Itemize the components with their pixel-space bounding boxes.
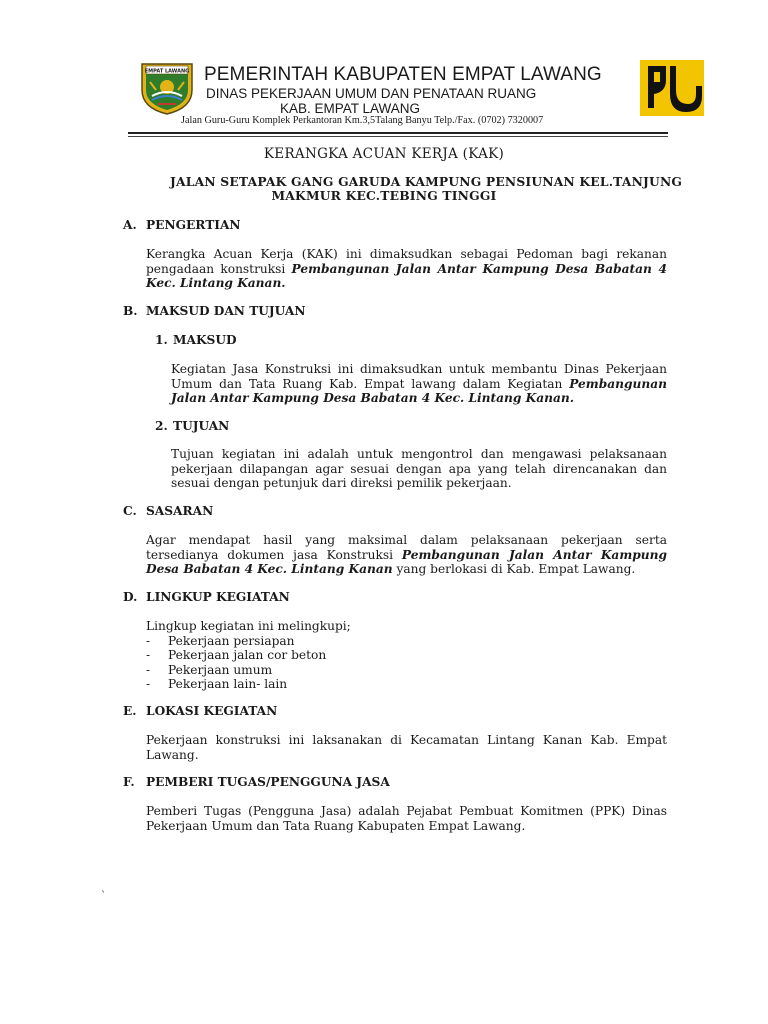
- header-title: PEMERINTAH KABUPATEN EMPAT LAWANG: [204, 64, 602, 85]
- paragraph-line: Lawang.: [146, 747, 199, 762]
- dash-bullet: -: [146, 648, 151, 663]
- section-c-paragraph: [146, 533, 667, 577]
- document-subtitle-line1: JALAN SETAPAK GANG GARUDA KAMPUNG PENSIUNAN KEL.TANJUNG: [170, 174, 683, 189]
- subsection-b1-heading: [155, 333, 237, 348]
- section-title: PEMBERI TUGAS/PENGGUNA JASA: [146, 775, 390, 789]
- pu-logo: [640, 60, 704, 116]
- text-run: Umum dan Tata Ruang Kab. Empat lawang dalam Kegiatan: [171, 376, 570, 391]
- section-a-heading: [123, 218, 241, 233]
- paragraph-line: Pemberi Tugas (Pengguna Jasa) adalah Pejabat Pembuat Komitmen (PPK) Dinas: [146, 804, 667, 818]
- section-a-paragraph: [146, 247, 667, 291]
- header-divider-thin: [128, 136, 668, 137]
- section-e-paragraph: [146, 733, 667, 762]
- section-letter: B.: [123, 304, 138, 318]
- scope-intro: Lingkup kegiatan ini melingkupi;: [146, 619, 351, 633]
- section-title: MAKSUD DAN TUJUAN: [146, 304, 306, 318]
- section-letter: D.: [123, 590, 138, 604]
- paragraph-line: Jalan Antar Kampung Desa Babatan 4 Kec. Lintang Kanan.: [171, 391, 575, 406]
- subsection-title: MAKSUD: [173, 333, 237, 347]
- paragraph-line: [146, 548, 667, 563]
- document-title: KERANGKA ACUAN KERJA (KAK): [263, 146, 505, 162]
- scope-list: [146, 619, 351, 692]
- paragraph-line: [171, 377, 667, 392]
- section-f-paragraph: [146, 804, 667, 833]
- dash-bullet: -: [146, 633, 151, 648]
- section-title: LINGKUP KEGIATAN: [146, 590, 290, 604]
- emphasis-text: Pembangunan Jalan Antar Kampung: [401, 547, 667, 562]
- paragraph-line: Kerangka Acuan Kerja (KAK) ini dimaksudkan sebagai Pedoman bagi rekanan: [146, 247, 667, 261]
- paragraph-line: Kec. Lintang Kanan.: [146, 276, 286, 291]
- paragraph-line: [146, 562, 667, 577]
- stray-mark: `: [101, 891, 106, 902]
- section-letter: C.: [123, 504, 137, 518]
- emphasis-text: Desa Babatan 4 Kec. Lintang Kanan: [146, 562, 393, 577]
- list-item-text: Pekerjaan persiapan: [168, 633, 295, 648]
- paragraph-line: [146, 262, 667, 277]
- header-department: DINAS PEKERJAAN UMUM DAN PENATAAN RUANG: [206, 86, 537, 101]
- regency-emblem-logo: [138, 60, 196, 116]
- section-c-heading: [123, 504, 213, 519]
- dash-bullet: -: [146, 677, 151, 692]
- subsection-b2-heading: [155, 419, 229, 434]
- subsection-number: 1.: [155, 333, 168, 347]
- paragraph-line: Pekerjaan Umum dan Tata Ruang Kabupaten Empat Lawang.: [146, 818, 526, 833]
- paragraph-line: Tujuan kegiatan ini adalah untuk mengontrol dan mengawasi pelaksanaan: [171, 447, 667, 461]
- header-address: Jalan Guru-Guru Komplek Perkantoran Km.3,5Talang Banyu Telp./Fax. (0702) 7320007: [181, 115, 544, 126]
- list-item-text: Pekerjaan lain- lain: [168, 677, 288, 692]
- text-run: pengadaan konstruksi: [146, 261, 292, 276]
- emphasis-text: Pembangunan: [569, 376, 667, 391]
- list-item-text: Pekerjaan umum: [168, 662, 273, 677]
- subsection-number: 2.: [155, 419, 168, 433]
- paragraph-line: pekerjaan dilapangan agar sesuai dengan apa yang telah direncanakan dan: [171, 461, 667, 476]
- section-title: LOKASI KEGIATAN: [146, 704, 278, 718]
- emphasis-text: Pembangunan Jalan Antar Kampung Desa Babatan 4: [291, 261, 667, 276]
- paragraph-line: Pekerjaan konstruksi ini laksanakan di Kecamatan Lintang Kanan Kab. Empat: [146, 733, 667, 747]
- document-subtitle-line2: MAKMUR KEC.TEBING TINGGI: [271, 188, 497, 203]
- section-letter: F.: [123, 775, 135, 789]
- paragraph-line: sesuai dengan petunjuk dari direksi pemilik pekerjaan.: [171, 476, 512, 491]
- section-letter: A.: [123, 218, 137, 232]
- document-subtitle: [170, 174, 683, 203]
- list-item: [146, 677, 351, 692]
- section-letter: E.: [123, 704, 137, 718]
- list-item: [146, 634, 351, 649]
- subsection-b1-paragraph: [171, 362, 667, 406]
- text-run: tersedianya dokumen jasa Konstruksi: [146, 547, 402, 562]
- header-regency: KAB. EMPAT LAWANG: [280, 101, 421, 116]
- paragraph-line: Agar mendapat hasil yang maksimal dalam pelaksanaan pekerjaan serta: [146, 533, 667, 547]
- list-item: [146, 663, 351, 678]
- section-e-heading: [123, 704, 277, 719]
- section-d-heading: [123, 590, 290, 605]
- section-title: SASARAN: [146, 504, 214, 518]
- header-divider-thick: [128, 132, 668, 134]
- section-b-heading: [123, 304, 306, 319]
- dash-bullet: -: [146, 662, 151, 677]
- emblem-text: EMPAT LAWANG: [144, 68, 190, 75]
- section-title: PENGERTIAN: [146, 218, 241, 232]
- list-item-text: Pekerjaan jalan cor beton: [168, 648, 327, 663]
- text-run: yang berlokasi di Kab. Empat Lawang.: [392, 562, 636, 577]
- list-item: [146, 648, 351, 663]
- paragraph-line: Kegiatan Jasa Konstruksi ini dimaksudkan untuk membantu Dinas Pekerjaan: [171, 362, 667, 376]
- subsection-title: TUJUAN: [173, 419, 230, 433]
- subsection-b2-paragraph: [171, 447, 667, 491]
- section-f-heading: [123, 775, 390, 790]
